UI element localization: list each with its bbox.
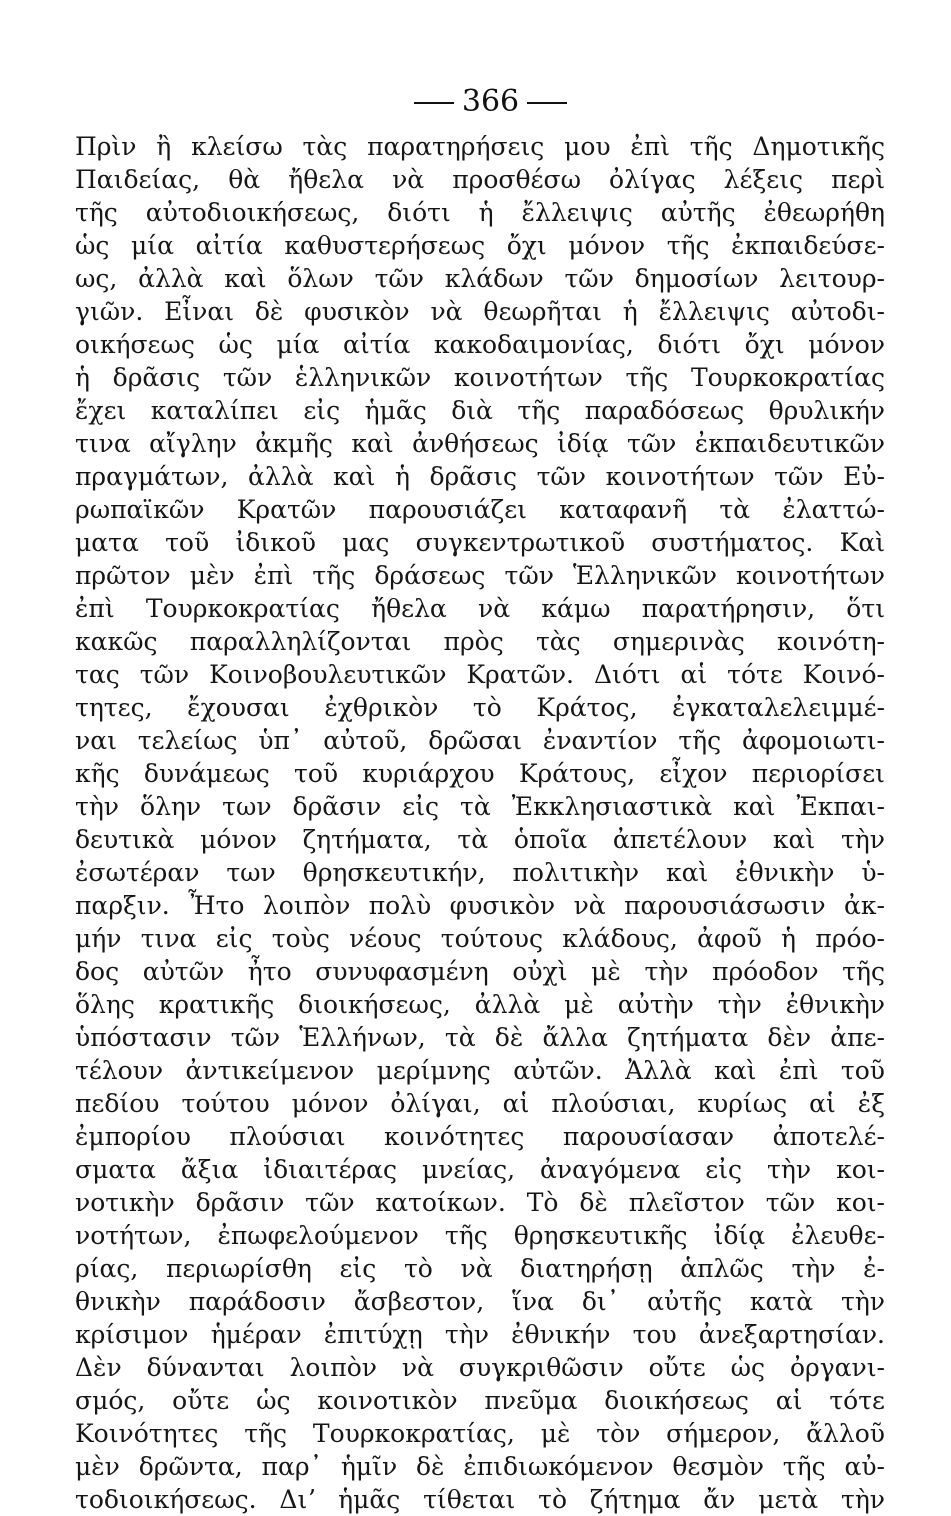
text-line: οικήσεως ὡς μία αἰτία κακοδαιμονίας, διότι ὄχι μόνον xyxy=(75,330,885,359)
text-line: τὴν ὅλην των δρᾶσιν εἰς τὰ Ἐκκλησιαστικὰ καὶ Ἐκπαι- xyxy=(75,792,885,821)
text-line: κακῶς παραλληλίζονται πρὸς τὰς σημερινὰς κοινότη- xyxy=(75,627,885,656)
text-line: νοτικὴν δρᾶσιν τῶν κατοίκων. Τὸ δὲ πλεῖστον τῶν κοι- xyxy=(75,1188,885,1217)
text-line: σματα ἄξια ἰδιαιτέρας μνείας, ἀναγόμενα εἰς τὴν κοι- xyxy=(75,1155,885,1184)
text-line: τῆς αὐτοδιοικήσεως, διότι ἡ ἔλλειψις αὐτῆς ἐθεωρήθη xyxy=(75,198,885,227)
text-line: δος αὐτῶν ἦτο συνυφασμένη οὐχὶ μὲ τὴν πρόοδον τῆς xyxy=(75,957,885,986)
text-line: ἐπὶ Τουρκοκρατίας ἤθελα νὰ κάμω παρατήρησιν, ὅτι xyxy=(75,594,885,623)
text-line: πραγμάτων, ἀλλὰ καὶ ἡ δρᾶσις τῶν κοινοτήτων τῶν Εὐ- xyxy=(75,462,885,491)
text-line: ἡ δρᾶσις τῶν ἑλληνικῶν κοινοτήτων τῆς Τουρκοκρατίας xyxy=(75,363,885,392)
text-line: τητες, ἔχουσαι ἐχθρικὸν τὸ Κράτος, ἐγκαταλελειμμέ- xyxy=(75,693,885,722)
text-line: Παιδείας, θὰ ἤθελα νὰ προσθέσω ὀλίγας λέξεις περὶ xyxy=(75,165,885,194)
text-line: τινα αἴγλην ἀκμῆς καὶ ἀνθήσεως ἰδίᾳ τῶν ἐκπαιδευτικῶν xyxy=(75,429,885,458)
text-line: τοδιοικήσεως. Διʼ ἡμᾶς τίθεται τὸ ζήτημα ἄν μετὰ τὴν xyxy=(75,1485,885,1514)
text-line: Δὲν δύνανται λοιπὸν νὰ συγκριθῶσιν οὔτε ὡς ὀργανι- xyxy=(75,1353,885,1382)
header-dash-right xyxy=(527,102,567,104)
text-line: ως, ἀλλὰ καὶ ὅλων τῶν κλάδων τῶν δημοσίων λειτουρ- xyxy=(75,264,885,293)
text-line: νοτήτων, ἐπωφελούμενον τῆς θρησκευτικῆς ἰδίᾳ ἐλευθε- xyxy=(75,1221,885,1250)
text-line: ναι τελείως ὑπ᾿ αὐτοῦ, δρῶσαι ἐναντίον τῆς ἀφομοιωτι- xyxy=(75,726,885,755)
text-line: Πρὶν ἢ κλείσω τὰς παρατηρήσεις μου ἐπὶ τῆς Δημοτικῆς xyxy=(75,132,885,161)
text-line: κῆς δυνάμεως τοῦ κυριάρχου Κράτους, εἶχον περιορίσει xyxy=(75,759,885,788)
text-line: Κοινότητες τῆς Τουρκοκρατίας, μὲ τὸν σήμερον, ἄλλοῦ xyxy=(75,1419,885,1448)
header-dash-left xyxy=(414,102,454,104)
text-line: γιῶν. Εἶναι δὲ φυσικὸν νὰ θεωρῆται ἡ ἔλλειψις αὐτοδι- xyxy=(75,297,885,326)
text-line: ὑπόστασιν τῶν Ἑλλήνων, τὰ δὲ ἄλλα ζητήματα δὲν ἀπε- xyxy=(75,1023,885,1052)
text-line: κρίσιμον ἡμέραν ἐπιτύχῃ τὴν ἐθνικήν του ἀνεξαρτησίαν. xyxy=(75,1320,885,1349)
text-line: μήν τινα εἰς τοὺς νέους τούτους κλάδους, ἀφοῦ ἡ πρόο- xyxy=(75,924,885,953)
text-line: τας τῶν Κοινοβουλευτικῶν Κρατῶν. Διότι αἱ τότε Κοινό- xyxy=(75,660,885,689)
text-line: παρξιν. Ἦτο λοιπὸν πολὺ φυσικὸν νὰ παρουσιάσωσιν ἀκ- xyxy=(75,891,885,920)
text-line: ρωπαϊκῶν Κρατῶν παρουσιάζει καταφανῆ τὰ ἐλαττώ- xyxy=(75,495,885,524)
text-line: ὡς μία αἰτία καθυστερήσεως ὄχι μόνον τῆς ἐκπαιδεύσε- xyxy=(75,231,885,260)
text-line: ὅλης κρατικῆς διοικήσεως, ἀλλὰ μὲ αὐτὴν τὴν ἐθνικὴν xyxy=(75,990,885,1019)
text-line: τέλουν ἀντικείμενον μερίμνης αὐτῶν. Ἀλλὰ καὶ ἐπὶ τοῦ xyxy=(75,1056,885,1085)
text-line: ματα τοῦ ἰδικοῦ μας συγκεντρωτικοῦ συστήματος. Καὶ xyxy=(75,528,885,557)
text-line: σμός, οὔτε ὡς κοινοτικὸν πνεῦμα διοικήσεως αἱ τότε xyxy=(75,1386,885,1415)
page-number: 366 xyxy=(461,84,520,119)
text-line: πεδίου τούτου μόνον ὀλίγαι, αἱ πλούσιαι, κυρίως αἱ ἐξ xyxy=(75,1089,885,1118)
text-line: πρῶτον μὲν ἐπὶ τῆς δράσεως τῶν Ἑλληνικῶν κοινοτήτων xyxy=(75,561,885,590)
text-line: ἐμπορίου πλούσιαι κοινότητες παρουσίασαν ἀποτελέ- xyxy=(75,1122,885,1151)
text-line: ρίας, περιωρίσθη εἰς τὸ νὰ διατηρήσῃ ἁπλῶς τὴν ἐ- xyxy=(75,1254,885,1283)
text-line: ἔχει καταλίπει εἰς ἡμᾶς διὰ τῆς παραδόσεως θρυλικήν xyxy=(75,396,885,425)
text-line: ἐσωτέραν των θρησκευτικήν, πολιτικὴν καὶ ἐθνικὴν ὑ- xyxy=(75,858,885,887)
text-line: μὲν δρῶντα, παρ᾿ ἡμῖν δὲ ἐπιδιωκόμενον θεσμὸν τῆς αὐ- xyxy=(75,1452,885,1481)
text-line: δευτικὰ μόνον ζητήματα, τὰ ὁποῖα ἀπετέλουν καὶ τὴν xyxy=(75,825,885,854)
body-text xyxy=(75,130,885,1516)
text-line: θνικὴν παράδοσιν ἄσβεστον, ἵνα δι᾿ αὐτῆς κατὰ τὴν xyxy=(75,1287,885,1316)
page-header xyxy=(0,82,951,122)
